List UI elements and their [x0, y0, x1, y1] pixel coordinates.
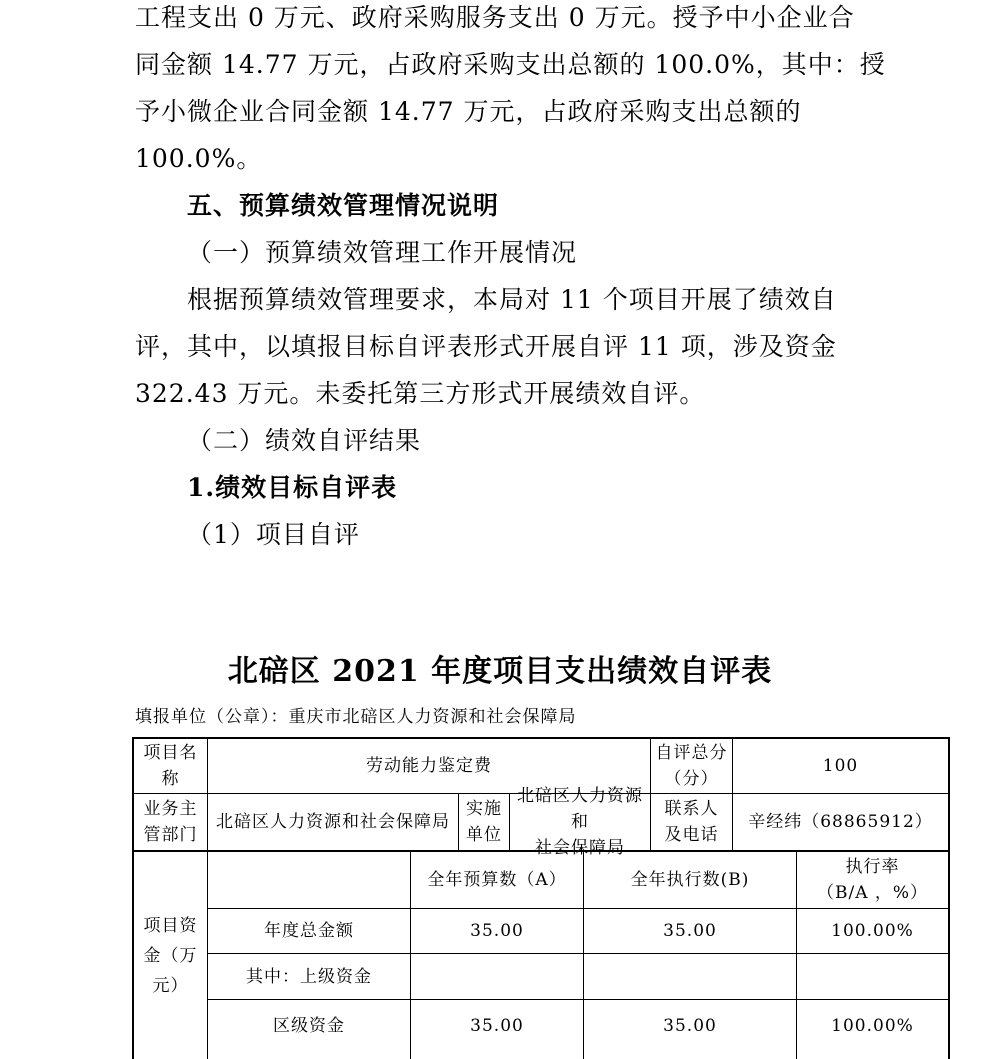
project-name-label: 项目名 称: [143, 743, 198, 789]
body-line: 予小微企业合同金额 14.77 万元，占政府采购支出总额的: [135, 97, 802, 126]
dept-label: 业务主 管部门: [143, 799, 198, 845]
row-budget: 35.00: [470, 1016, 524, 1036]
subsection-heading: （二）绩效自评结果: [187, 426, 422, 455]
col-header-rate: 执行率 （B/A ，%）: [816, 857, 929, 903]
section-heading: 五、预算绩效管理情况说明: [187, 191, 500, 220]
funds-label: 项目资 金（万 元）: [143, 915, 198, 996]
row-budget: 35.00: [470, 921, 524, 941]
body-line: 评，其中，以填报目标自评表形式开展自评 11 项，涉及资金: [135, 332, 837, 361]
impl-value: 北碚区人力资源和 社会保障局: [517, 786, 643, 858]
row-rate: 100.00%: [831, 1016, 914, 1036]
item-subheading: （1）项目自评: [187, 520, 360, 549]
row-label: 其中：上级资金: [246, 966, 372, 987]
impl-label: 实施 单位: [466, 799, 502, 845]
item-heading: 1.绩效目标自评表: [187, 473, 398, 502]
row-executed: 35.00: [663, 921, 717, 941]
row-rate: 100.00%: [831, 921, 914, 941]
evaluation-table: [132, 737, 950, 1059]
row-label: 年度总金额: [264, 921, 354, 941]
body-line: 根据预算绩效管理要求，本局对 11 个项目开展了绩效自: [187, 285, 837, 314]
body-line: 同金额 14.77 万元，占政府采购支出总额的 100.0%，其中：授: [135, 50, 886, 79]
score-value: 100: [822, 756, 859, 776]
col-header-budget: 全年预算数（A）: [427, 870, 567, 890]
contact-value: 辛经纬（68865912）: [748, 812, 933, 832]
subsection-heading: （一）预算绩效管理工作开展情况: [187, 238, 578, 267]
project-name-value: 劳动能力鉴定费: [366, 756, 492, 776]
row-label: 区级资金: [273, 1016, 345, 1036]
filler-unit: 填报单位（公章）：重庆市北碚区人力资源和社会保障局: [135, 707, 577, 727]
score-label: 自评总分 （分）: [655, 743, 728, 789]
col-header-executed: 全年执行数(B): [630, 870, 750, 890]
body-line: 100.0%。: [135, 144, 263, 173]
dept-value: 北碚区人力资源和社会保障局: [216, 812, 450, 832]
contact-label: 联系人 及电话: [664, 799, 719, 845]
table-title: 北碚区 2021 年度项目支出绩效自评表: [227, 654, 773, 689]
row-executed: 35.00: [663, 1016, 717, 1036]
row-executed: [584, 954, 796, 999]
body-line: 322.43 万元。未委托第三方形式开展绩效自评。: [135, 379, 706, 408]
row-rate: [797, 954, 948, 999]
body-line: 工程支出 0 万元、政府采购服务支出 0 万元。授予中小企业合: [135, 3, 855, 32]
row-budget: [411, 954, 583, 999]
